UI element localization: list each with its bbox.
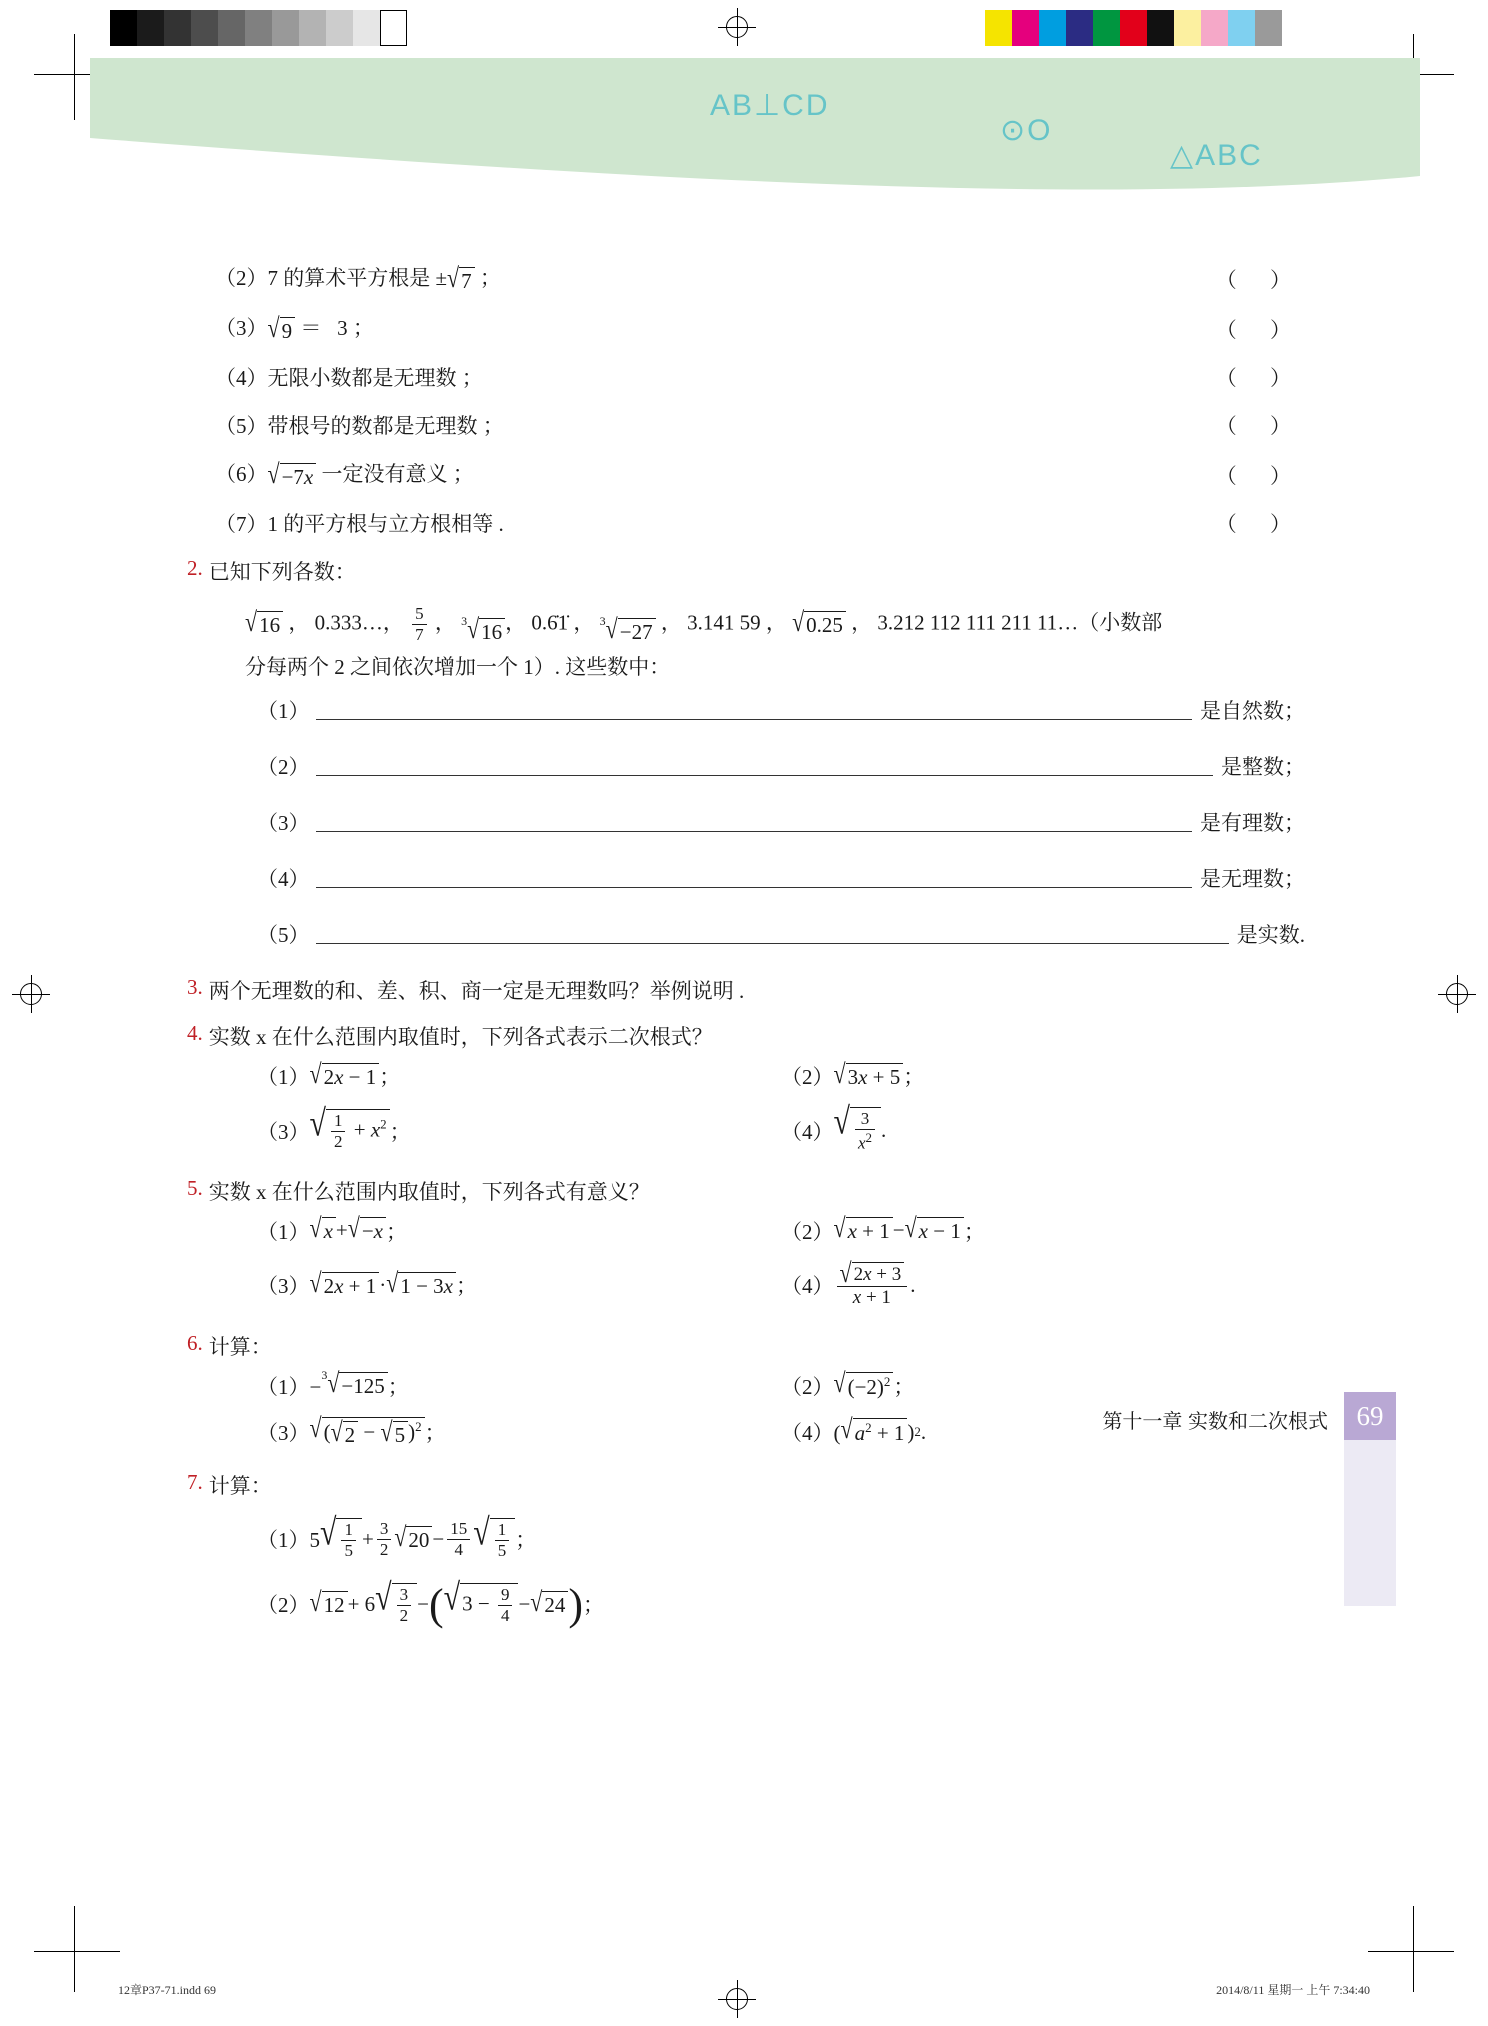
blank-tail: 是无理数； — [1200, 867, 1305, 892]
blank-tail: 是自然数； — [1200, 699, 1305, 724]
question-number: 5. — [187, 1175, 203, 1200]
item-text: （5）带根号的数都是无理数 ； — [215, 414, 504, 438]
answer-blank[interactable] — [316, 942, 1229, 944]
question-6 — [187, 1331, 1305, 1361]
item-text: （6） √ −7x 一定没有意义 ； — [215, 457, 474, 489]
blank-tail: 是有理数； — [1200, 811, 1305, 836]
blank-index: （1） — [257, 699, 310, 724]
question-stem: 计算： — [208, 1334, 272, 1359]
sub-item: （2） √ x + 1 − √ x − 1 ； — [781, 1212, 985, 1244]
question-stem: 实数 x 在什么范围内取值时，下列各式表示二次根式？ — [208, 1025, 713, 1050]
question-number: 6. — [187, 1330, 203, 1355]
question-3 — [187, 975, 1305, 1005]
list-item — [215, 262, 1305, 294]
question-number: 3. — [187, 975, 203, 1000]
answer-bracket[interactable]: （ ） — [1215, 268, 1305, 292]
registration-mark-left — [12, 975, 50, 1013]
item-text: （2）7 的算术平方根是 ± √ 7 ； — [215, 261, 501, 293]
registration-mark-right — [1438, 975, 1476, 1013]
blank-index: （3） — [257, 811, 310, 836]
crop-mark-bl-h — [34, 1951, 120, 1952]
handwritten-note-1: AB⊥CD — [710, 89, 830, 122]
question-stem: 已知下列各数： — [208, 560, 356, 584]
crop-mark-br-h — [1368, 1951, 1454, 1952]
blank-index: （5） — [257, 923, 310, 948]
sub-item: （3） √ ( √ 2 − √ 5 )$^2$ ； — [257, 1411, 446, 1447]
print-timestamp: 2014/8/11 星期一 上午 7:34:40 — [1216, 1983, 1370, 1997]
blank-index: （4） — [257, 867, 310, 892]
sub-item: （1）− 3 √ −125 ； — [257, 1367, 409, 1399]
list-item — [215, 458, 1305, 490]
answer-blank[interactable] — [316, 830, 1193, 832]
page-number-badge: 69 — [1344, 1392, 1396, 1440]
answer-bracket[interactable]: （ ） — [1215, 414, 1305, 438]
question-5-row-2 — [257, 1256, 1305, 1309]
question-2 — [187, 556, 1305, 586]
page-sidebar-strip — [1344, 1436, 1396, 1606]
blank-tail: 是实数. — [1236, 923, 1305, 948]
question-number: 4. — [187, 1021, 203, 1046]
chapter-title-footer: 第十一章 实数和二次根式 — [1102, 1411, 1328, 1433]
question-4-row-1 — [257, 1057, 1305, 1091]
answer-bracket[interactable]: （ ） — [1215, 464, 1305, 488]
registration-mark-top — [718, 8, 756, 46]
question-stem: 实数 x 在什么范围内取值时，下列各式有意义？ — [208, 1179, 650, 1204]
question-6-row-1 — [257, 1366, 1305, 1401]
list-item — [215, 410, 1305, 440]
blank-row — [257, 751, 1305, 781]
print-file-info: 12章P37-71.indd 69 — [118, 1983, 217, 1997]
blank-row — [257, 695, 1305, 725]
question-4-row-2 — [257, 1101, 1305, 1154]
list-item — [215, 362, 1305, 392]
question-7-item-2: （2） √ 12 + 6 √ $\frac{3}{2}$ − ( √ 3 − $\frac{9}{4}$ − √ 24 ) ； — [257, 1576, 605, 1629]
answer-bracket[interactable]: （ ） — [1215, 512, 1305, 536]
sub-item: （1） √ 2x − 1 ； — [257, 1057, 401, 1090]
sub-item: （3） √ $\frac{1}{2}$ + $x^2$ ； — [257, 1102, 411, 1152]
color-calibration-bar — [985, 10, 1282, 46]
blank-row — [257, 863, 1305, 893]
answer-bracket[interactable]: （ ） — [1215, 318, 1305, 342]
answer-blank[interactable] — [316, 774, 1214, 776]
blank-row — [257, 919, 1305, 949]
list-item — [215, 508, 1305, 538]
crop-mark-br-v — [1413, 1906, 1414, 1992]
blank-row — [257, 807, 1305, 837]
handwritten-note-2: ⊙O — [1000, 114, 1053, 147]
question-number: 7. — [187, 1469, 203, 1494]
sub-item: （3） √ 2x + 1 · √ 1 − 3x ； — [257, 1266, 477, 1299]
question-7 — [187, 1470, 1305, 1500]
sub-item: （1） √ x + √ −x ； — [257, 1212, 407, 1244]
item-text: （4）无限小数都是无理数 ； — [215, 366, 483, 390]
sub-item: （4）( √ $a^2 + 1$ ) 2 . — [781, 1413, 927, 1446]
decorative-banner — [90, 58, 1420, 210]
item-text: （3） √ 9 ＝ 3 ； — [215, 311, 374, 343]
question-7-item-1: （1）5 √ $\frac{1}{5}$ + $\frac{3}{2}$ √ 20 − $\frac{15}{4}$ √ $\frac{1}{5}$ ； — [257, 1511, 537, 1560]
blank-tail: 是整数； — [1221, 755, 1305, 780]
sub-item: （2） √ 3x + 5 ； — [781, 1057, 925, 1090]
question-5-row-1 — [257, 1212, 1305, 1246]
sub-item: （4） √ $\frac{3}{x^2}$ . — [781, 1101, 887, 1153]
number-list-line-2: 分每两个 2 之间依次增加一个 1）. 这些数中： — [245, 655, 671, 680]
grayscale-calibration-bar — [110, 10, 407, 46]
question-5 — [187, 1176, 1305, 1206]
crop-mark-bl-v — [74, 1906, 75, 1992]
number-list-line-1: √ 16 ， 0.333…， $\frac{5}{7}$ ， 3 √ 16 ， 0.6̇1̇ ， 3 √ −27 ， 3.141 59 ， √ 0.25 ， 3.212 112 111 211 11…（小数部 — [245, 604, 1163, 645]
item-text: （7）1 的平方根与立方根相等 . — [215, 512, 504, 536]
question-number: 2. — [187, 556, 203, 580]
handwritten-note-3: △ABC — [1170, 139, 1263, 172]
list-item — [215, 312, 1305, 344]
question-stem: 两个无理数的和、差、积、商一定是无理数吗？举例说明 . — [208, 979, 745, 1004]
blank-index: （2） — [257, 755, 310, 780]
answer-bracket[interactable]: （ ） — [1215, 366, 1305, 390]
registration-mark-bottom — [718, 1980, 756, 2018]
sub-item: （4） √ 2x + 3 x + 1 . — [781, 1256, 916, 1308]
question-4 — [187, 1021, 1305, 1051]
question-stem: 计算： — [208, 1473, 272, 1498]
sub-item: （2） √ $(-2)^2$ ； — [781, 1366, 915, 1399]
crop-mark-tl-v — [74, 34, 75, 120]
answer-blank[interactable] — [316, 718, 1193, 720]
answer-blank[interactable] — [316, 886, 1193, 888]
